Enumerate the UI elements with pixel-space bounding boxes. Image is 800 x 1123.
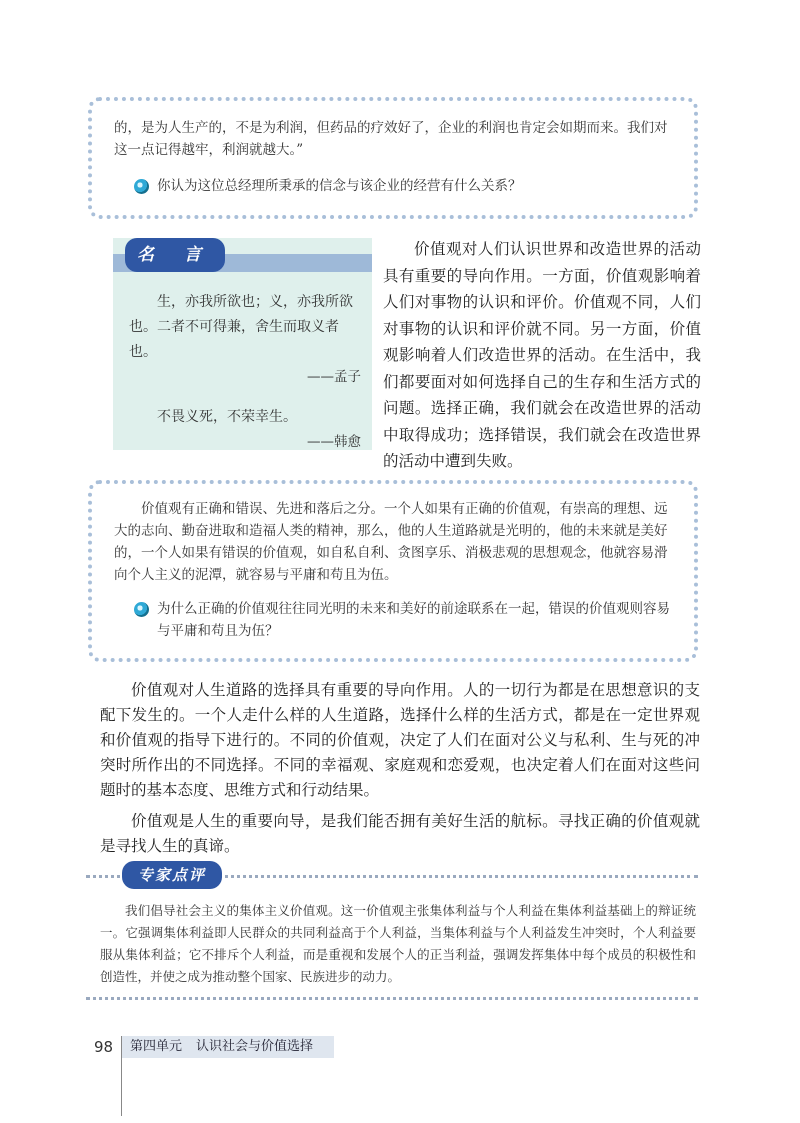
expert-text: 我们倡导社会主义的集体主义价值观。这一价值观主张集体利益与个人利益在集体利益基础上的辩证统一。它强调集体利益即人民群众的共同利益高于个人利益，当集体利益与个人利益发生冲突时，个人利益要服从集体利益；它不排斥个人利益，而是重视和发展个人的正当利益，强调发挥集体中每个成员的积极性和创造性，并使之成为推动整个国家、民族进步的动力。 <box>100 903 696 984</box>
activity-box-1 <box>88 97 698 219</box>
question-bullet-icon <box>134 179 149 194</box>
expert-title: 专家点评 <box>122 861 222 889</box>
page-number: 98 <box>94 1038 114 1056</box>
box1-question-row <box>134 175 672 197</box>
quote-mencius: 生，亦我所欲也；义，亦我所欲也。二者不可得兼，舍生而取义者也。 <box>129 294 353 360</box>
footer-unit-band <box>122 1036 334 1058</box>
footer-unit-title: 认识社会与价值选择 <box>196 1039 314 1054</box>
quotes-body <box>129 290 361 454</box>
box1-question: 你认为这位总经理所秉承的信念与该企业的经营有什么关系？ <box>157 178 522 194</box>
quote-hanyu: 不畏义死，不荣幸生。 <box>157 409 297 425</box>
box2-question: 为什么正确的价值观往往同光明的未来和美好的前途联系在一起，错误的价值观则容易与平庸和苟且为伍？ <box>157 601 670 639</box>
main-text <box>100 678 700 859</box>
box1-text: 的，是为人生产的，不是为利润，但药品的疗效好了，企业的利润也肯定会如期而来。我们对这一点记得越牢，利润就越大。” <box>114 120 668 158</box>
expert-bottom-divider <box>86 997 698 1000</box>
paragraph-3: 价值观是人生的重要向导，是我们能否拥有美好生活的航标。寻找正确的价值观就是寻找人生的真谛。 <box>100 812 700 855</box>
paragraph-2: 价值观对人生道路的选择具有重要的导向作用。人的一切行为都是在思想意识的支配下发生的。一个人走什么样的人生道路，选择什么样的生活方式，都是在一定世界观和价值观的指导下进行的。不同的价值观，决定了人们在面对公义与私利、生与死的冲突时所作出的不同选择。不同的幸福观、家庭观和恋爱观，也决定着人们在面对这些问题时的基本态度、思维方式和行动结果。 <box>100 681 700 799</box>
quote-author-mencius: ——孟子 <box>307 369 361 385</box>
quotes-panel <box>113 238 372 450</box>
footer-unit: 第四单元 <box>130 1039 183 1054</box>
paragraph-1: 价值观对人们认识世界和改造世界的活动具有重要的导向作用。一方面，价值观影响着人们对事物的认识和评价。价值观不同，人们对事物的认识和评价就不同。另一方面，价值观影响着人们改造世界的活动。在生活中，我们都要面对如何选择自己的生存和生活方式的问题。选择正确，我们就会在改造世界的活动中取得成功；选择错误，我们就会在改造世界的活动中遭到失败。 <box>383 240 701 470</box>
quotes-title: 名 言 <box>125 238 225 272</box>
quote-author-hanyu: ——韩愈 <box>307 434 361 450</box>
question-bullet-icon <box>134 602 149 617</box>
box2-question-row <box>134 598 672 642</box>
activity-box-2 <box>88 480 698 662</box>
box2-text: 价值观有正确和错误、先进和落后之分。一个人如果有正确的价值观，有崇高的理想、远大的志向、勤奋进取和造福人类的精神，那么，他的人生道路就是光明的，他的未来就是美好的，一个人如果有错误的价值观，如自私自利、贪图享乐、消极悲观的思想观念，他就容易滑向个人主义的泥潭，就容易与平庸和苟且为伍。 <box>114 501 668 583</box>
footer-vertical-rule <box>121 1036 122 1116</box>
expert-body <box>100 900 696 988</box>
paragraph-1-wrap <box>383 236 701 475</box>
